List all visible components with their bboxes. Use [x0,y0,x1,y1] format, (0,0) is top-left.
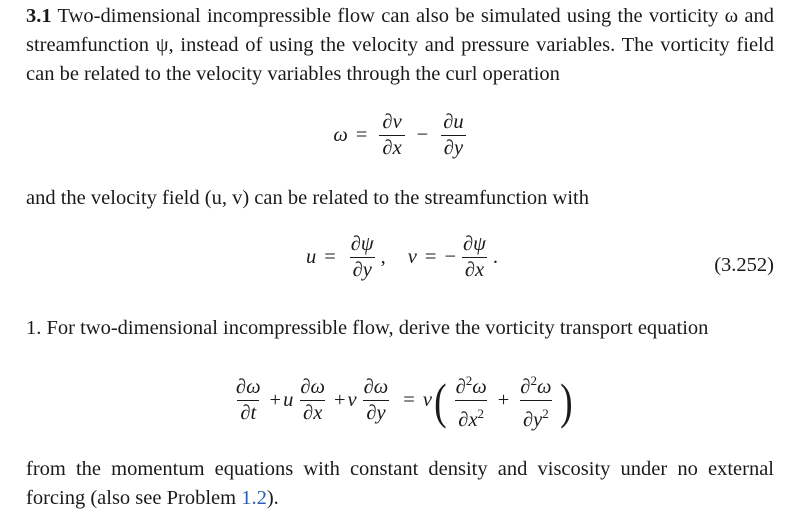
domega-dx-fraction: $\frac{\partial\omega}{\partial x}$ [300,376,325,424]
closing-text: from the momentum equations with constant density and viscosity under no external forcing (also see Problem [26,458,774,509]
minus-sign: − [444,246,457,268]
dpsi-dx-fraction: $\frac{\partial\psi}{\partial x}$ [463,233,486,281]
equals-sign: = [355,124,368,146]
period: . [492,246,499,268]
vorticity-transport-equation [0,368,804,433]
velocity-sentence [26,184,774,213]
eq-u: u [283,389,294,411]
eq-nu: ν [422,389,432,411]
list-item [26,314,708,343]
eq-u: u [305,246,317,268]
dpsi-dy-fraction: $\frac{\partial\psi}{\partial y}$ [350,233,374,281]
dv-dx-fraction: $\frac{\partial v}{\partial x}$ [379,110,404,161]
du-dy-fraction: $\frac{\partial u}{\partial y}$ [440,110,466,161]
plus-sign: + [497,389,510,411]
problem-number: 3.1 [26,5,52,27]
equals-sign: = [403,389,415,411]
problem-reference-link[interactable]: 1.2 [241,487,267,509]
minus-sign: − [416,124,429,146]
item-text: For two-dimensional incompressible flow, derive the vorticity transport equation [46,317,709,339]
problem-intro [26,2,774,89]
eq-v: v [407,246,417,268]
d2omega-dy2-fraction: $\frac{\partial^2\omega}{\partial y^2}$ [520,373,552,431]
velocity-sentence-text: and the velocity field (u, v) can be related to the streamfunction with [26,187,589,209]
closing-paragraph [26,455,774,513]
equation-number: (3.252) [714,254,774,276]
item-number: 1. [26,317,42,339]
d2omega-dx2-fraction: $\frac{\partial^2\omega}{\partial x^2}$ [455,373,487,431]
streamfunction-equation [0,232,804,283]
problem-intro-text: Two-dimensional incompressible flow can also be simulated using the vorticity ω and streamfunction ψ, instead of using the velocity and pressure variables. The vorticity field can be related to the velocity variables through the curl operation [26,5,774,85]
eq-v: v [347,389,357,411]
plus-sign: + [333,389,346,411]
vorticity-equation [0,110,804,161]
right-paren: ) [560,372,573,429]
domega-dy-fraction: $\frac{\partial\omega}{\partial y}$ [363,376,389,424]
domega-dt-fraction: $\frac{\partial\omega}{\partial t}$ [235,376,261,424]
eq-omega: ω [333,124,348,146]
plus-sign: + [269,389,282,411]
left-paren: ( [434,372,447,429]
comma: , [380,246,386,268]
equals-sign: = [424,246,437,268]
equals-sign: = [324,246,336,268]
closing-tail: ). [266,487,279,509]
